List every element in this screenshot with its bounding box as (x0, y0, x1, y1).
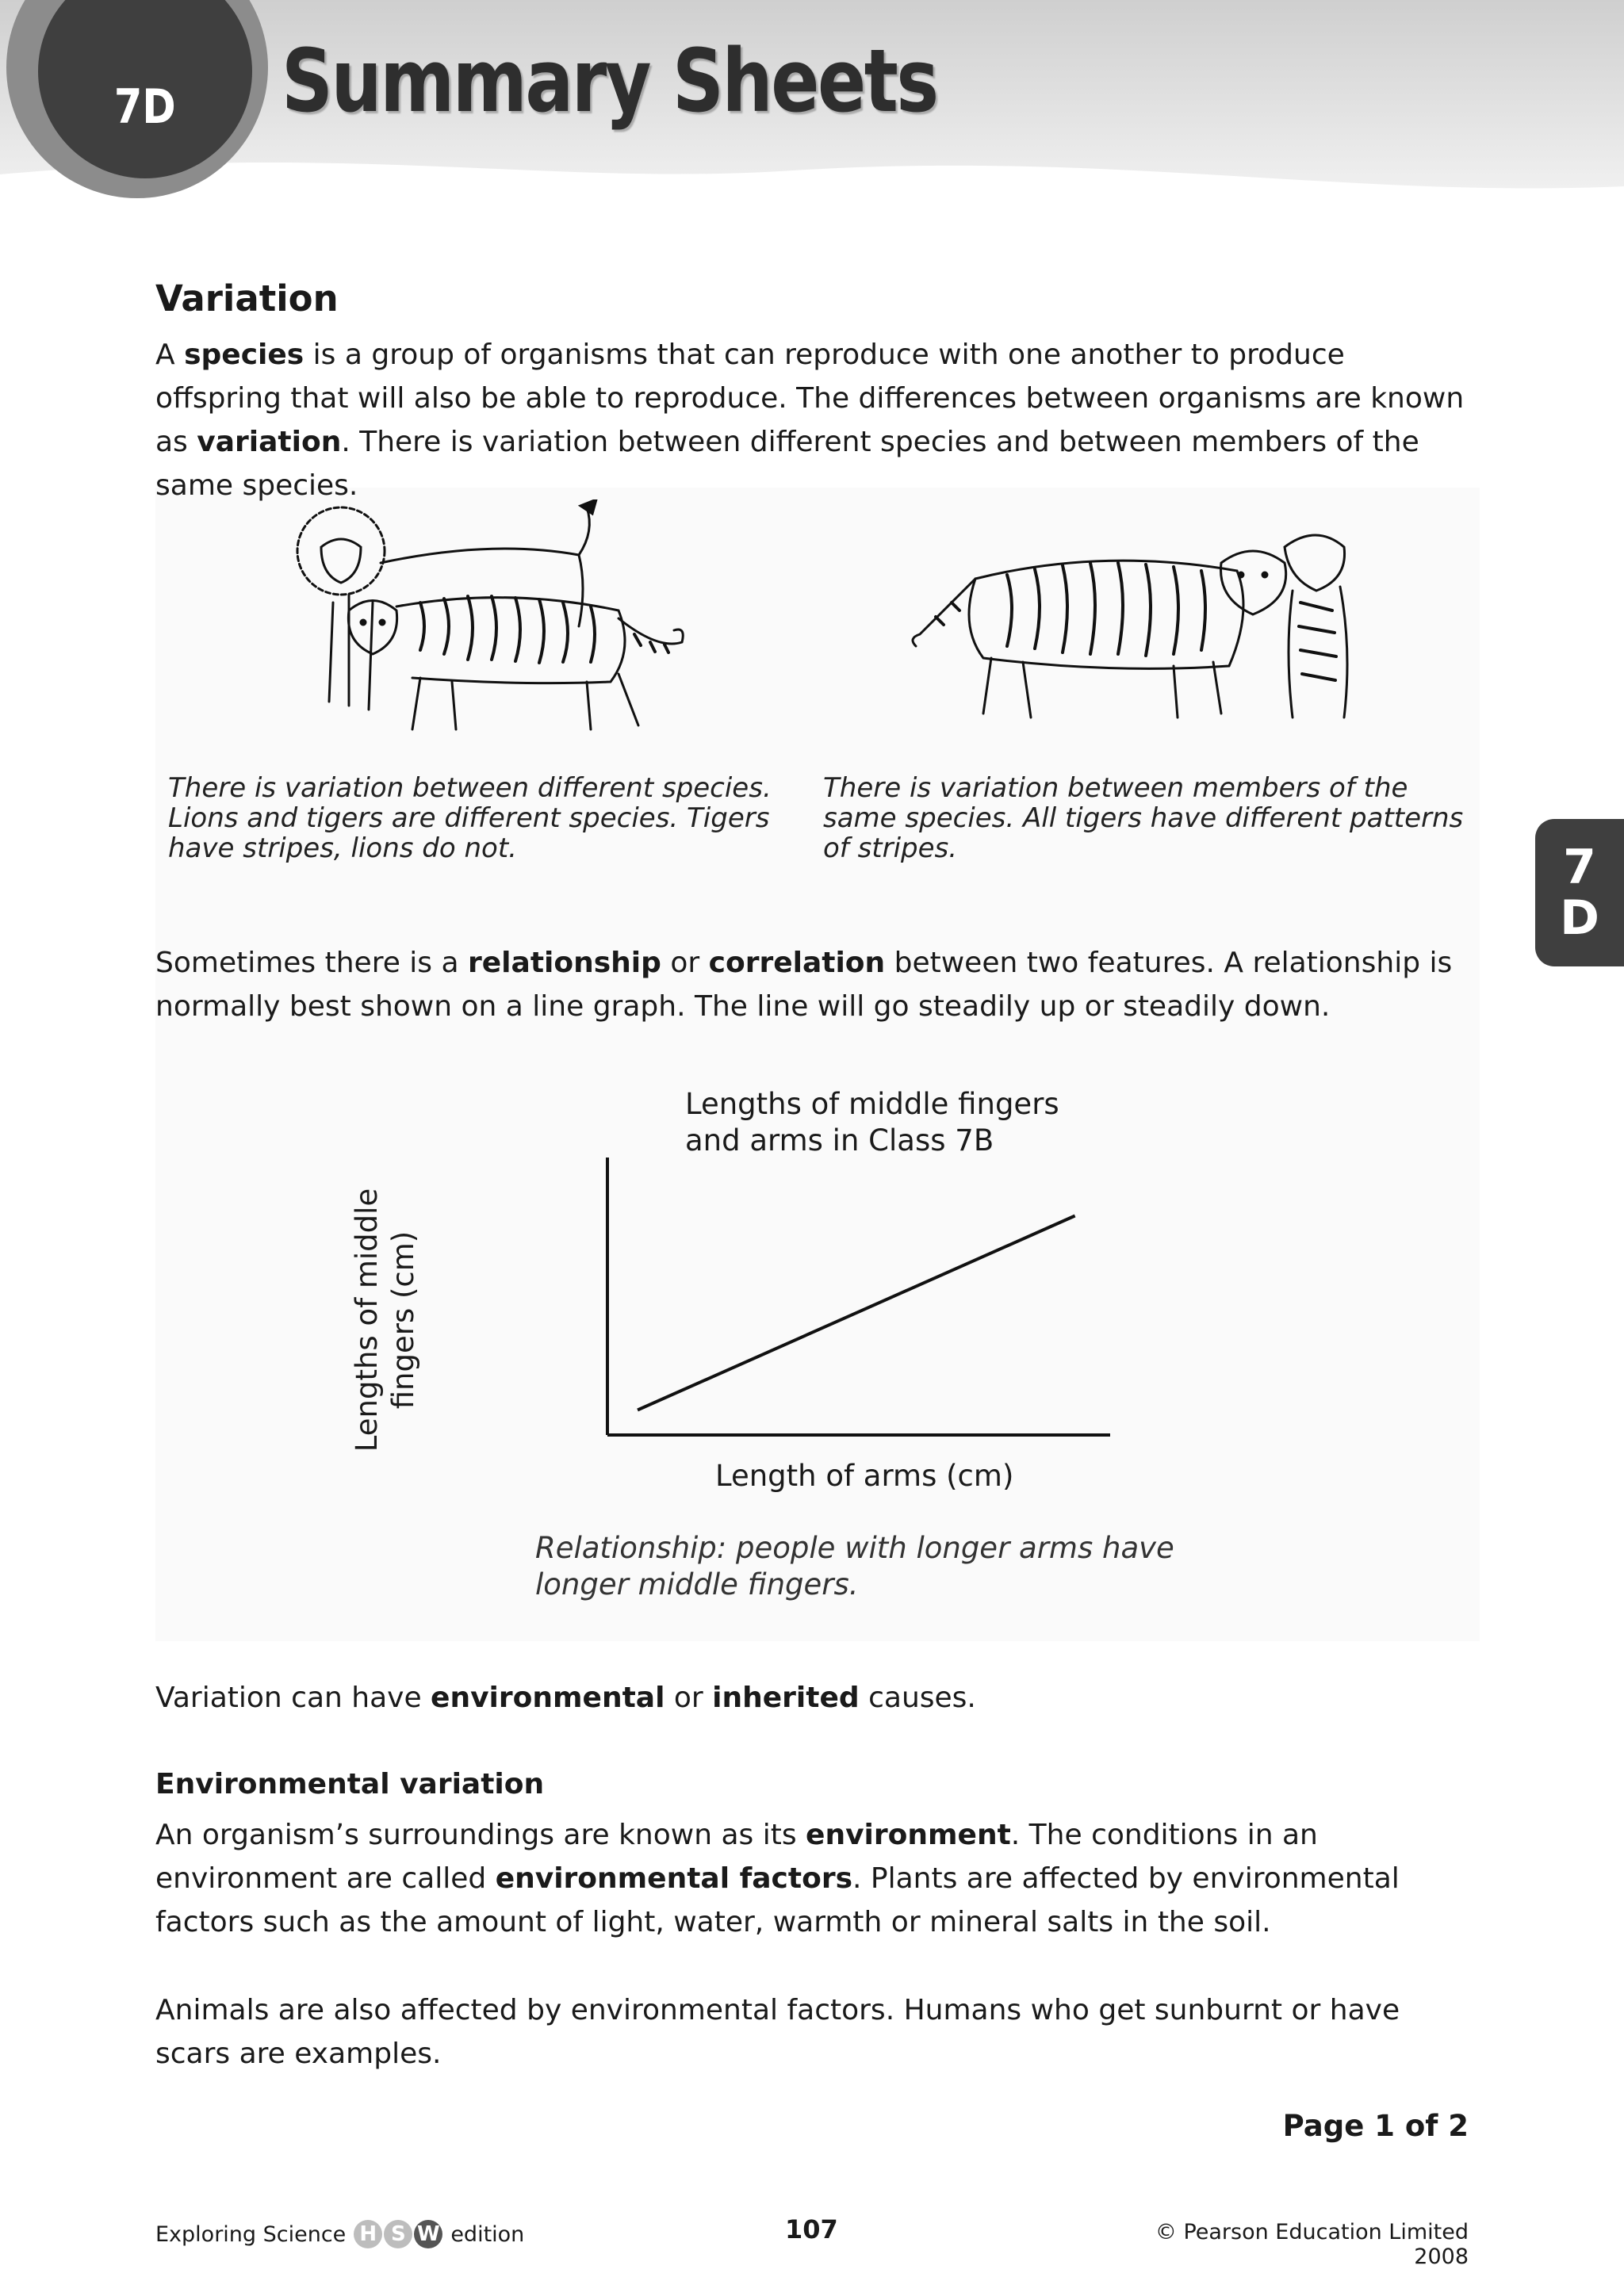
chart-caption (535, 1530, 1174, 1603)
text-run: . Plants are affected by environmental factors such as the amount of light, water, warmth or mineral salts in the soil. (155, 1862, 1400, 1938)
bold-term: environmental (431, 1682, 665, 1714)
chart-title-line1: Lengths of middle fingers (685, 1087, 1059, 1121)
hsw-letter-w: W (414, 2220, 442, 2248)
causes-paragraph (155, 1676, 1480, 1720)
text-run: or (665, 1682, 713, 1714)
text-run: An organism’s surroundings are known as its (155, 1819, 806, 1851)
text-run: . There is variation between different species and between members of the same species. (155, 426, 1419, 502)
env-variation-heading: Environmental variation (155, 1768, 545, 1800)
bold-term: environment (806, 1819, 1011, 1851)
page-title: Summary Sheets (282, 30, 937, 132)
two-tigers-illustration (904, 523, 1364, 729)
chart-plot-area (603, 1158, 1118, 1443)
caption-same-species: There is variation between members of the same species. All tigers have different patterns of stripes. (823, 772, 1464, 864)
y-axis-label-line1: Lengths of middle (350, 1188, 384, 1452)
chart-caption-line2: longer middle fingers. (535, 1567, 859, 1601)
side-tab-line2: D (1560, 890, 1599, 946)
env-paragraph-2: Animals are also affected by environmental factors. Humans who get sunburnt or have scars are examples. (155, 1994, 1400, 2070)
text-run: A (155, 339, 185, 371)
text-run: or (661, 947, 709, 979)
text-run: causes. (859, 1682, 976, 1714)
footer-copyright: © Pearson Education Limited 2008 (1155, 2220, 1469, 2269)
relationship-paragraph (155, 941, 1480, 1028)
text-run: Variation can have (155, 1682, 431, 1714)
variation-section (155, 277, 1480, 320)
hsw-letter-s: S (384, 2220, 412, 2248)
unit-code: 7D (114, 79, 176, 135)
chart-caption-line1: Relationship: people with longer arms have (535, 1531, 1174, 1565)
side-tab-line1: 7 (1563, 840, 1596, 895)
caption-different-species: There is variation between different species. Lions and tigers are different species. Tigers have stripes, lions do not. (168, 772, 772, 864)
bold-term: species (184, 339, 304, 371)
intro-paragraph (155, 333, 1480, 507)
lion-and-tiger-illustration (285, 499, 698, 737)
chart-y-axis-label (349, 1161, 428, 1479)
footer-edition: edition (450, 2221, 525, 2247)
footer-series (155, 2220, 524, 2248)
y-axis-label-line2: fingers (cm) (386, 1230, 420, 1410)
text-run: between two features. A relationship is normally best shown on a line graph. The line will go steadily up or steadily down. (155, 947, 1453, 1023)
page-indicator: Page 1 of 2 (1282, 2109, 1469, 2143)
finger-arm-line-chart (350, 1086, 1142, 1498)
text-run: Sometimes there is a (155, 947, 469, 979)
bold-term: inherited (712, 1682, 860, 1714)
chart-x-axis-label: Length of arms (cm) (715, 1459, 1014, 1493)
page-header (0, 0, 1624, 206)
bold-term: variation (197, 426, 342, 458)
text-run: . The conditions in an environment are called (155, 1819, 1318, 1895)
hsw-letter-h: H (354, 2220, 382, 2248)
env-paragraph-1 (155, 1813, 1480, 1944)
hsw-logo (354, 2220, 442, 2248)
chart-title (685, 1086, 1059, 1159)
footer-page-number: 107 (785, 2214, 838, 2244)
chart-title-line2: and arms in Class 7B (685, 1123, 994, 1158)
unit-side-tab (1535, 819, 1624, 966)
bold-term: environmental factors (495, 1862, 853, 1895)
bold-term: correlation (708, 947, 886, 979)
text-run: is a group of organisms that can reproduce with one another to produce offspring that will also be able to reproduce. The differences between organisms are known as (155, 339, 1465, 458)
relationship-line (638, 1216, 1075, 1410)
section-heading: Variation (155, 277, 339, 320)
bold-term: relationship (468, 947, 661, 979)
footer-series-name: Exploring Science (155, 2221, 347, 2247)
